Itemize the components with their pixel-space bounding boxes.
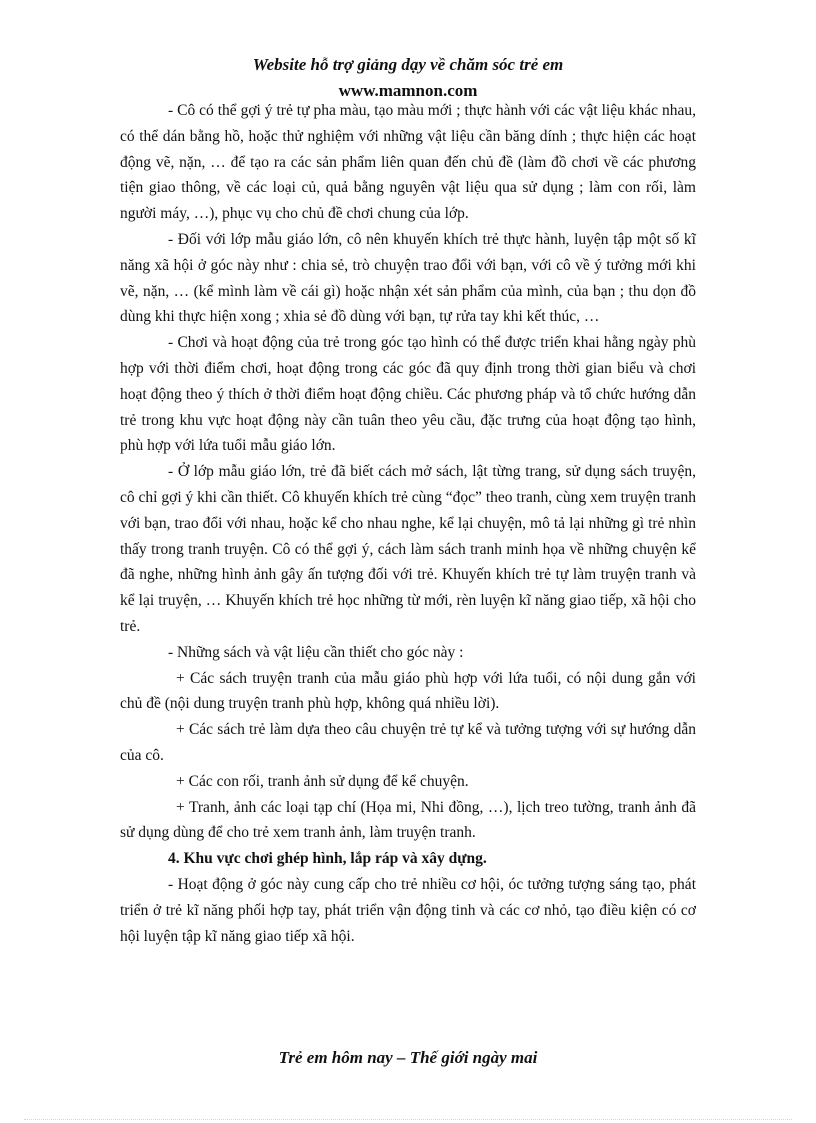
bullet-picture-books: + Các sách truyện tranh của mẫu giáo phù hợp với lứa tuổi, có nội dung gắn với chủ đề (nội dung truyện tranh phù hợp, không quá nhiều lời). [120,669,696,713]
paragraph-book-reading: - Ở lớp mẫu giáo lớn, trẻ đã biết cách mở sách, lật từng trang, sử dụng sách truyện, cô chỉ gợi ý khi cần thiết. Cô khuyến khích trẻ cùng “đọc” theo tranh, cùng xem truyện tranh với bạn, trao đổi với nhau, hoặc kể cho nhau nghe, kể lại chuyện, mô tả lại những gì trẻ nhìn thấy trong tranh truyện. Cô có thể gợi ý, cách làm sách tranh minh họa về những chuyện kể đã nghe, những hình ảnh gây ấn tượng đối với trẻ. Khuyến khích trẻ tự làm truyện tranh và kể lại truyện, … Khuyến khích trẻ học những từ mới, rèn luyện kĩ năng giao tiếp, xã hội cho trẻ. [120,463,696,635]
paragraph-social-skills: - Đối với lớp mẫu giáo lớn, cô nên khuyến khích trẻ thực hành, luyện tập một số kĩ năng xã hội ở góc này như : chia sẻ, trò chuyện trao đổi với bạn, với cô về ý tưởng mới khi vẽ, nặn, … (kể mình làm về cái gì) hoặc nhận xét sản phẩm của mình, của bạn ; thu dọn đồ dùng khi thực hiện xong ; xhia sẻ đồ dùng với bạn, tự rửa tay khi kết thúc, … [120,230,696,326]
section-heading: 4. Khu vực chơi ghép hình, lắp ráp và xây dựng. [168,850,487,868]
document-body [120,98,696,949]
bullet-puppets: + Các con rối, tranh ảnh sử dụng để kể chuyện. [176,772,469,790]
bullet-magazines: + Tranh, ảnh các loại tạp chí (Họa mi, Nhi đồng, …), lịch treo tường, tranh ảnh đã sử dụng dùng để cho trẻ xem tranh ảnh, làm truyện tranh. [120,798,696,842]
paragraph-color-mixing: - Cô có thể gợi ý trẻ tự pha màu, tạo màu mới ; thực hành với các vật liệu khác nhau, có thể dán bằng hồ, hoặc thử nghiệm với những vật liệu cần băng dính ; thực hiện các hoạt động vẽ, nặn, … để tạo ra các sản phẩm liên quan đến chủ đề (làm đồ chơi về các phương tiện giao thông, về các loại củ, quả bằng nguyên vật liệu qua sử dụng ; làm con rối, làm người máy, …), phục vụ cho chủ đề chơi chung của lớp. [120,102,696,223]
page-header [0,52,816,104]
paragraph-construction-area: - Hoạt động ở góc này cung cấp cho trẻ nhiều cơ hội, óc tưởng tượng sáng tạo, phát triển ở trẻ kĩ năng phối hợp tay, phát triển vận động tinh và các cơ nhỏ, tạo điều kiện có cơ hội luyện tập kĩ năng giao tiếp xã hội. [120,875,696,945]
website-url: www.mamnon.com [338,81,478,100]
paragraph-art-corner-activities: - Chơi và hoạt động của trẻ trong góc tạo hình có thể được triển khai hằng ngày phù hợp với thời điểm chơi, hoạt động trong các góc đã quy định trong thời gian biểu và chơi hoạt động theo ý thích ở thời điểm hoạt động chiều. Các phương pháp và tổ chức hướng dẫn trẻ trong khu vực hoạt động này cần tuân theo yêu cầu, đặc trưng của hoạt động tạo hình, phù hợp với lứa tuổi mẫu giáo lớn. [120,334,696,455]
page-bottom-divider [24,1119,792,1120]
bullet-child-made-books: + Các sách trẻ làm dựa theo câu chuyện trẻ tự kể và tưởng tượng với sự hướng dẫn của cô. [120,721,696,764]
paragraph-materials-intro: - Những sách và vật liệu cần thiết cho góc này : [168,643,464,661]
page-footer-slogan: Trẻ em hôm nay – Thế giới ngày mai [278,1048,538,1067]
website-title: Website hỗ trợ giảng dạy về chăm sóc trẻ em [252,55,564,74]
